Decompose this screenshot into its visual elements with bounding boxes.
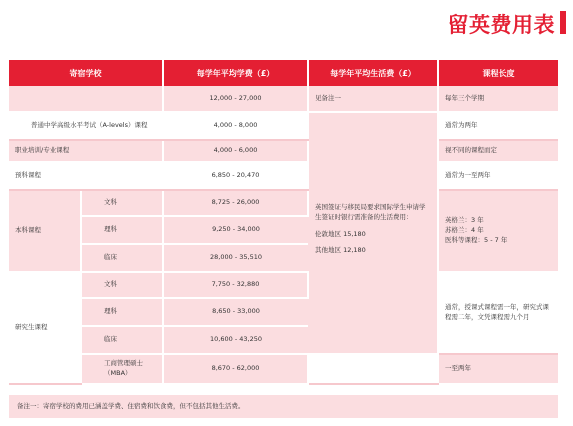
- vocational-duration: 视不同的课程而定: [438, 140, 558, 162]
- foundation-fee: 6,850 - 20,470: [163, 162, 308, 190]
- header-tuition-fee: 每学年平均学费（£）: [163, 60, 308, 86]
- postgrad-fee-arts: 7,750 - 32,880: [163, 272, 308, 298]
- boarding-fee: 12,000 - 27,000: [163, 86, 308, 112]
- living-note-other: 其他地区 12,180: [315, 246, 366, 255]
- postgrad-mba-duration: 一至两年: [438, 354, 558, 384]
- undergrad-duration-medicine: 医科等课程：5 - 7 年: [445, 235, 508, 244]
- postgrad-fee-mba: 8,670 - 62,000: [163, 354, 308, 384]
- postgrad-fee-clinical: 10,600 - 43,250: [163, 326, 308, 354]
- postgrad-sub-mba: 工商管理硕士（MBA）: [81, 354, 163, 384]
- postgrad-sub-science: 理科: [81, 298, 163, 326]
- postgrad-duration: 通常，授课式课程需一年，研究式课程需二年，文凭课程需九个月: [438, 272, 558, 354]
- alevels-category: 普通中学高级水平考试（A-levels）课程: [9, 112, 163, 140]
- boarding-duration: 每年三个学期: [438, 86, 558, 112]
- undergrad-fee-clinical: 28,000 - 35,510: [163, 244, 308, 272]
- foundation-duration: 通常为一至两年: [438, 162, 558, 190]
- undergrad-fee-science: 9,250 - 34,000: [163, 216, 308, 244]
- undergrad-sub-science: 理科: [81, 216, 163, 244]
- postgrad-category: 研究生课程: [9, 272, 81, 384]
- table-row: [9, 112, 558, 140]
- table-row: [9, 354, 558, 384]
- boarding-category-cell: [9, 86, 163, 112]
- header-course-length: 课程长度: [438, 60, 558, 86]
- title-accent-bar: [560, 11, 566, 34]
- living-note-london: 伦敦地区 15,180: [315, 229, 366, 238]
- footnote: 备注一：寄宿学校的费用已涵盖学费、住宿费和饮食费，但不包括其他生活费。: [9, 395, 558, 418]
- fee-table: [9, 60, 558, 385]
- table-row: [9, 140, 558, 162]
- alevels-duration: 通常为两年: [438, 112, 558, 140]
- undergrad-duration: [438, 190, 558, 272]
- table-row: [9, 190, 558, 216]
- boarding-living: 见备注一: [308, 86, 438, 112]
- postgrad-living-blank: [308, 354, 438, 384]
- alevels-fee: 4,000 - 8,000: [163, 112, 308, 140]
- table-row: [9, 162, 558, 190]
- undergrad-fee-arts: 8,725 - 26,000: [163, 190, 308, 216]
- header-living-cost: 每学年平均生活费（£）: [308, 60, 438, 86]
- page-title: 留英费用表: [447, 13, 555, 37]
- table-row: [9, 86, 558, 112]
- living-note-text: 英国签证与移民局要求国际学生申请学生签证时银行需准备的生活费用：: [315, 203, 426, 221]
- postgrad-fee-science: 8,650 - 33,000: [163, 298, 308, 326]
- table-header-row: [9, 60, 558, 86]
- header-boarding-school: 寄宿学校: [9, 60, 163, 86]
- vocational-category: 职业培训/专业课程: [9, 140, 163, 162]
- undergrad-sub-clinical: 临床: [81, 244, 163, 272]
- postgrad-sub-arts: 文科: [81, 272, 163, 298]
- foundation-category: 预科课程: [9, 162, 163, 190]
- living-note-cell: [308, 112, 438, 354]
- postgrad-sub-clinical: 临床: [81, 326, 163, 354]
- undergrad-duration-england: 英格兰：3 年: [445, 216, 484, 225]
- undergrad-sub-arts: 文科: [81, 190, 163, 216]
- undergrad-category: 本科课程: [9, 190, 81, 272]
- table-row: [9, 272, 558, 298]
- undergrad-duration-scotland: 苏格兰：4 年: [445, 226, 484, 235]
- vocational-fee: 4,000 - 6,000: [163, 140, 308, 162]
